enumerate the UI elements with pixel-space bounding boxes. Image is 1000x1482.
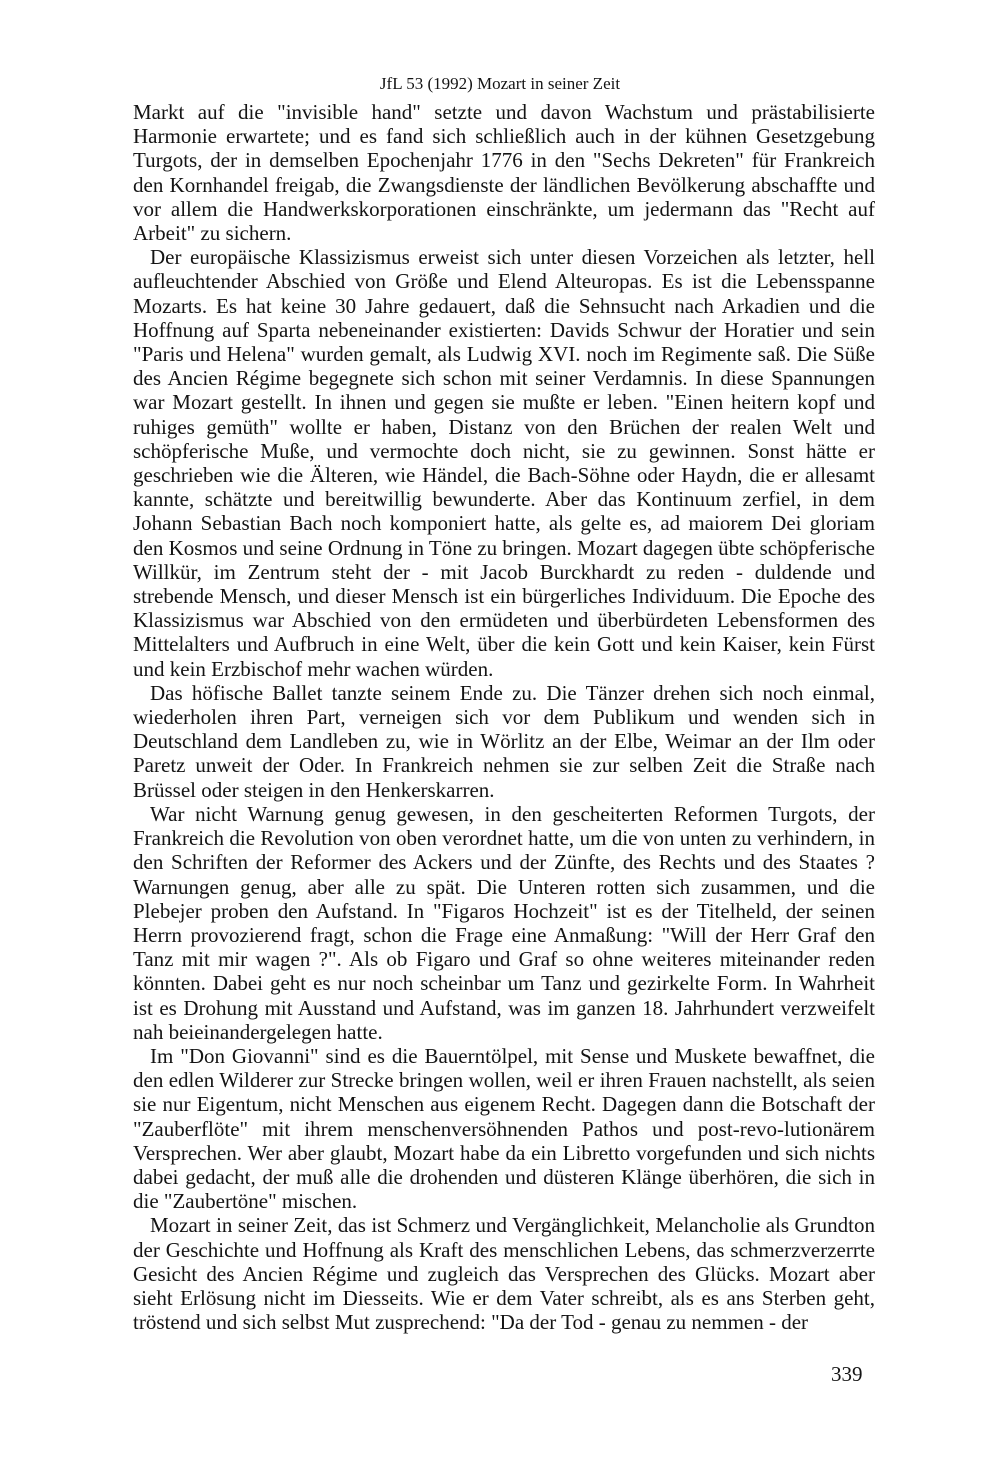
- running-head: JfL 53 (1992) Mozart in seiner Zeit: [379, 74, 621, 93]
- page-number: 339: [831, 1362, 863, 1386]
- paragraph-2: Der europäische Klassizismus erweist sich unter diesen Vorzeichen als letzter, hell aufleuchtender Abschied von Größe und Elend Alteuropas. Es ist die Lebensspanne Mozarts. Es hat keine 30 Jahre gedauert, daß die Sehnsucht nach Arkadien und die Hoffnung auf Sparta nebeneinander existierten: Davids Schwur der Horatier und sein "Paris und Helena" wurden gemalt, als Ludwig XVI. noch im Regimente saß. Die Süße des Ancien Régime begegnete sich schon mit seiner Verdamnis. In diese Spannungen war Mozart gestellt. In ihnen und gegen sie mußte er leben. "Einen heitern kopf und ruhiges gemüth" wollte er haben, Distanz von den Brüchen der realen Welt und schöpferische Muße, und vermochte doch nicht, sie zu gewinnen. Sonst hätte er geschrieben wie die Älteren, wie Händel, die Bach-Söhne oder Haydn, die er allesamt kannte, schätzte und bereitwillig bewunderte. Aber das Kontinuum zerfiel, in dem Johann Sebastian Bach noch komponiert hatte, als gelte es, ad maiorem Dei gloriam den Kosmos und seine Ordnung in Töne zu bringen. Mozart dagegen übte schöpferische Willkür, im Zentrum steht der - mit Jacob Burckhardt zu reden - duldende und strebende Mensch, und dieser Mensch ist ein bürgerliches Individuum. Die Epoche des Klassizismus war Abschied von den ermüdeten und überbürdeten Lebensformen des Mittelalters und Aufbruch in eine Welt, über die kein Gott und kein Kaiser, kein Fürst und kein Erzbischof mehr wachen würden.: [133, 245, 876, 681]
- paragraph-1: Markt auf die "invisible hand" setzte und davon Wachstum und prästabilisierte Harmonie erwartete; und es fand sich schließlich auch in der kühnen Gesetzgebung Turgots, der in demselben Epochenjahr 1776 in den "Sechs Dekreten" für Frankreich den Kornhandel freigab, die Zwangsdienste der ländlichen Bevölkerung abschaffte und vor allem die Handwerkskorporationen einschränkte, um jedermann das "Recht auf Arbeit" zu sichern.: [133, 100, 875, 246]
- paragraph-3: Das höfische Ballet tanzte seinem Ende zu. Die Tänzer drehen sich noch einmal, wiederholen ihren Part, verneigen sich vor dem Publikum und wenden sich in Deutschland dem Landleben zu, wie in Wörlitz an der Elbe, Weimar an der Ilm oder Paretz unweit der Oder. In Frankreich nehmen sie zur selben Zeit die Straße nach Brüssel oder steigen in den Henkerskarren.: [133, 680, 875, 802]
- paragraph-5: Im "Don Giovanni" sind es die Bauerntölpel, mit Sense und Muskete bewaffnet, die den edlen Wilderer zur Strecke bringen wollen, weil er ihren Frauen nachstellt, als seien sie nur Eigentum, nicht Menschen aus eigenem Recht. Dagegen dann die Botschaft der "Zauberflöte" mit ihrem menschenversöhnenden Pathos und post-revo-lutionärem Versprechen. Wer aber glaubt, Mozart habe da ein Libretto vorgefunden und sich nichts dabei gedacht, der muß alle die drohenden und düsteren Klänge überhören, die sich in die "Zaubertöne" mischen.: [133, 1043, 875, 1214]
- body-text: [133, 100, 875, 1334]
- paragraph-4: War nicht Warnung genug gewesen, in den gescheiterten Reformen Turgots, der Frankreich die Revolution von oben verordnet hatte, um die von unten zu verhindern, in den Schriften der Reformer des Ackers und der Zünfte, des Rechts und des Staates ? Warnungen genug, aber alle zu spät. Die Unteren rotten sich zusammen, und die Plebejer proben den Aufstand. In "Figaros Hochzeit" ist es der Titelheld, der seinen Herrn provozierend fragt, schon die Frage eine Anmaßung: "Will der Herr Graf den Tanz mit mir wagen ?". Als ob Figaro und Graf so ohne weiteres miteinander reden könnten. Dabei geht es nur noch scheinbar um Tanz und gezirkelte Form. In Wahrheit ist es Drohung mit Ausstand und Aufstand, was im ganzen 18. Jahrhundert verzweifelt nah beieinandergelegen hatte.: [133, 801, 875, 1044]
- paragraph-6: Mozart in seiner Zeit, das ist Schmerz und Vergänglichkeit, Melancholie als Grundton der Geschichte und Hoffnung als Kraft des menschlichen Lebens, das schmerzverzerrte Gesicht des Ancien Régime und zugleich das Versprechen des Glücks. Mozart aber sieht Erlösung nicht im Diesseits. Wie er dem Vater schreibt, als es ans Sterben geht, tröstend und sich selbst Mut zusprechend: "Da der Tod - genau zu nemmen - der: [133, 1213, 875, 1335]
